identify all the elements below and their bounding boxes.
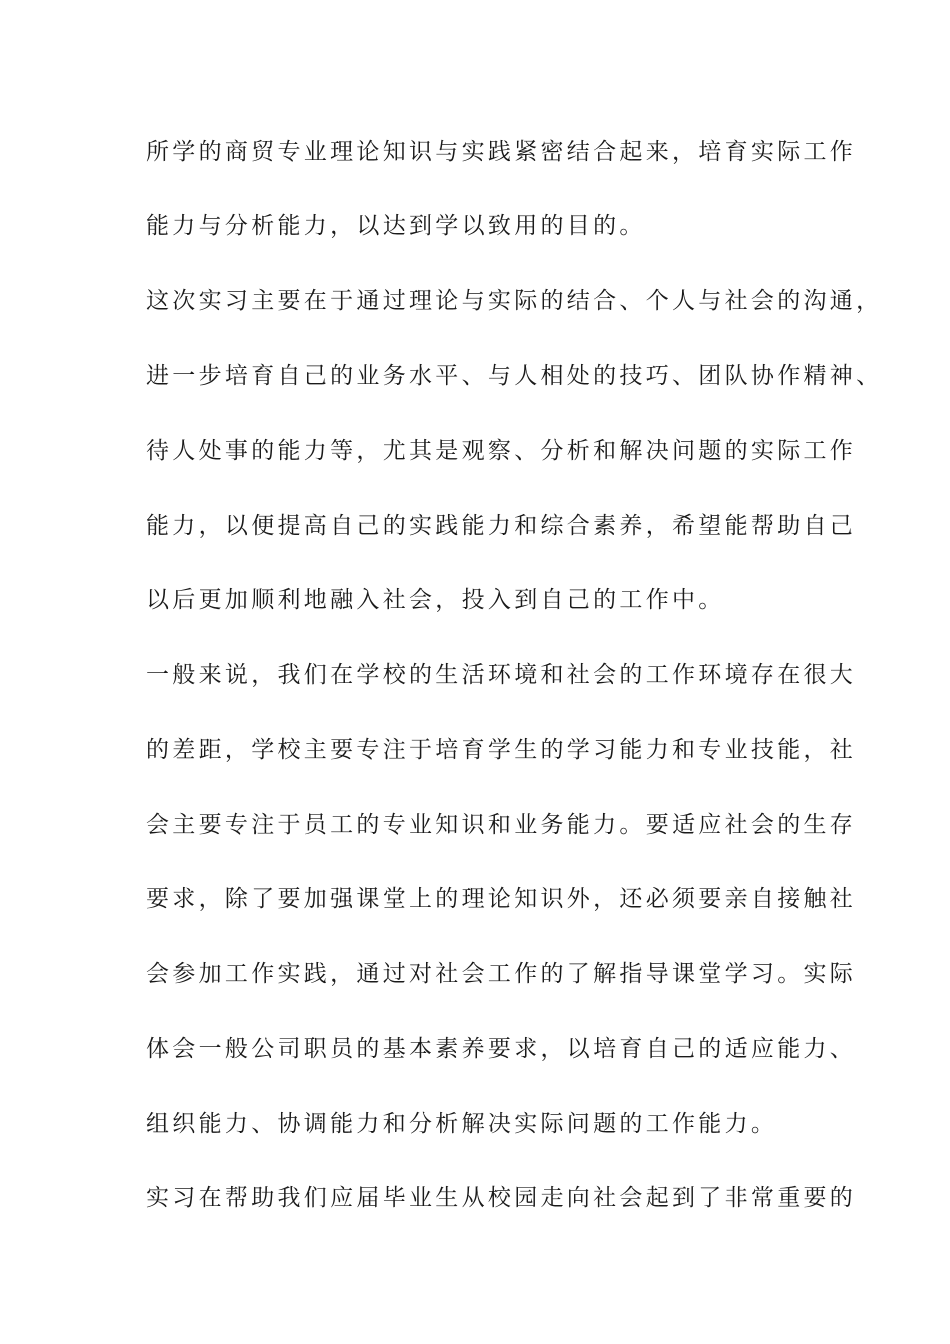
text-line: 会参加工作实践，通过对社会工作的了解指导课堂学习。实际 xyxy=(146,961,857,987)
text-line: 以后更加顺利地融入社会，投入到自己的工作中。 xyxy=(146,587,725,613)
text-line: 所学的商贸专业理论知识与实践紧密结合起来，培育实际工作 xyxy=(146,139,857,165)
text-line: 能力，以便提高自己的实践能力和综合素养，希望能帮助自己 xyxy=(146,513,857,539)
text-line: 的差距，学校主要专注于培育学生的学习能力和专业技能，社 xyxy=(146,737,857,763)
text-line: 要求，除了要加强课堂上的理论知识外，还必须要亲自接触社 xyxy=(146,886,857,912)
text-line: 体会一般公司职员的基本素养要求，以培育自己的适应能力、 xyxy=(146,1036,857,1062)
text-line: 组织能力、协调能力和分析解决实际问题的工作能力。 xyxy=(146,1111,778,1137)
text-line: 实习在帮助我们应届毕业生从校园走向社会起到了非常重要的 xyxy=(146,1185,857,1211)
text-line: 待人处事的能力等，尤其是观察、分析和解决问题的实际工作 xyxy=(146,438,857,464)
text-line: 进一步培育自己的业务水平、与人相处的技巧、团队协作精神、 xyxy=(146,363,883,389)
text-line: 能力与分析能力，以达到学以致用的目的。 xyxy=(146,213,646,239)
text-line: 一般来说，我们在学校的生活环境和社会的工作环境存在很大 xyxy=(146,662,857,688)
text-line: 会主要专注于员工的专业知识和业务能力。要适应社会的生存 xyxy=(146,812,857,838)
text-line: 这次实习主要在于通过理论与实际的结合、个人与社会的沟通， xyxy=(146,288,883,314)
